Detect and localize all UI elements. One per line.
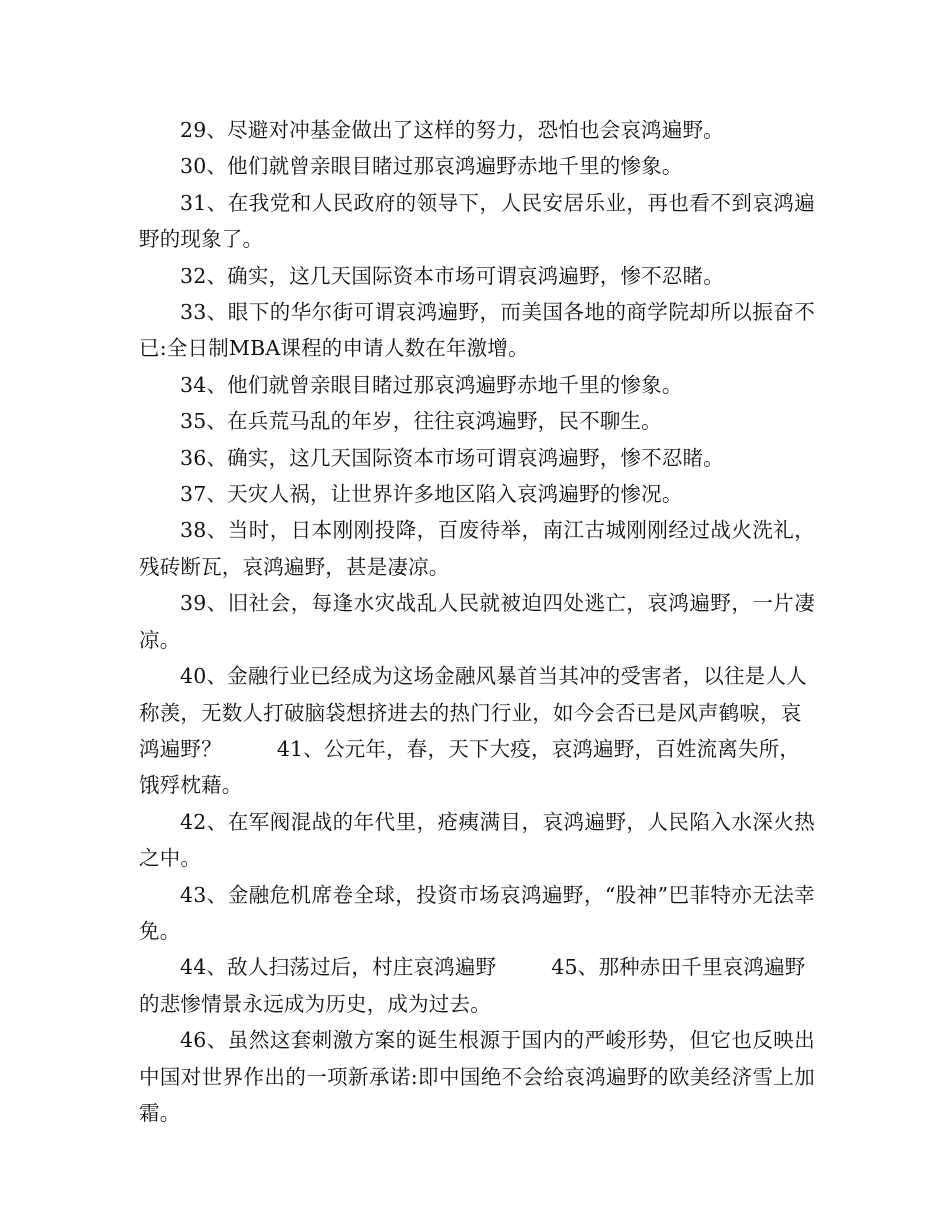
paragraph-text: 34、他们就曾亲眼目睹过那哀鸿遍野赤地千里的惨象。	[180, 372, 683, 397]
paragraph-33	[139, 294, 815, 367]
document-body	[139, 112, 815, 1131]
paragraph-29	[139, 112, 815, 148]
paragraph-text: 29、尽避对冲基金做出了这样的努力，恐怕也会哀鸿遍野。	[180, 118, 724, 142]
paragraph-38	[139, 512, 815, 585]
paragraph-39	[139, 585, 815, 658]
paragraph-42	[139, 804, 815, 877]
paragraph-43	[139, 877, 815, 950]
paragraph-text: 36、确实，这几天国际资本市场可谓哀鸿遍野，惨不忍睹。	[180, 445, 724, 470]
paragraph-text: 43、金融危机席卷全球，投资市场哀鸿遍野，“股神”巴菲特亦无法幸免。	[139, 882, 815, 943]
paragraph-text: 40、金融行业已经成为这场金融风暴首当其冲的受害者，以往是人人称羡，无数人打破脑袋想挤进去的热门行业，如今会否已是风声鹤唳，哀鸿遍野？	[139, 664, 807, 761]
paragraph-text: 39、旧社会，每逢水灾战乱人民就被迫四处逃亡，哀鸿遍野，一片凄凉。	[139, 591, 815, 652]
paragraph-41-text: 41、公元年，春，天下大疫，哀鸿遍野，百姓流离失所，饿殍枕藉。	[139, 736, 801, 798]
paragraph-text: 38、当时，日本刚刚投降，百废待举，南江古城刚刚经过战火洗礼，残砖断瓦，哀鸿遍野，甚是凄凉。	[139, 518, 815, 579]
paragraph-32	[139, 258, 815, 294]
paragraph-31	[139, 185, 815, 258]
paragraph-text: 32、确实，这几天国际资本市场可谓哀鸿遍野，惨不忍睹。	[180, 263, 724, 288]
paragraph-46	[139, 1022, 815, 1131]
paragraph-35	[139, 403, 815, 439]
paragraph-30	[139, 148, 815, 184]
paragraph-text: 35、在兵荒马乱的年岁，往往哀鸿遍野，民不聊生。	[180, 409, 662, 434]
paragraph-34	[139, 367, 815, 403]
paragraph-text: 33、眼下的华尔街可谓哀鸿遍野，而美国各地的商学院却所以振奋不已:全日制MBA课程的申请人数在年激增。	[139, 300, 815, 361]
paragraph-text: 44、敌人扫荡过后，村庄哀鸿遍野	[180, 955, 497, 980]
paragraph-text: 31、在我党和人民政府的领导下，人民安居乐业，再也看不到哀鸿遍野的现象了。	[139, 190, 815, 252]
paragraph-36	[139, 440, 815, 476]
paragraph-40	[139, 658, 815, 804]
paragraph-37	[139, 476, 815, 512]
paragraph-text: 37、天灾人祸，让世界许多地区陷入哀鸿遍野的惨况。	[180, 482, 683, 507]
paragraph-text: 42、在军阀混战的年代里，疮痍满目，哀鸿遍野，人民陷入水深火热之中。	[139, 809, 815, 871]
paragraph-text: 30、他们就曾亲眼目睹过那哀鸿遍野赤地千里的惨象。	[180, 154, 683, 179]
paragraph-text: 46、虽然这套刺激方案的诞生根源于国内的严峻形势，但它也反映出中国对世界作出的一项新承诺:即中国绝不会给哀鸿遍野的欧美经济雪上加霜。	[139, 1028, 815, 1125]
paragraph-45-text: 45、那种赤田千里哀鸿遍野的悲惨情景永远成为历史，成为过去。	[139, 955, 806, 1016]
paragraph-44	[139, 949, 815, 1022]
